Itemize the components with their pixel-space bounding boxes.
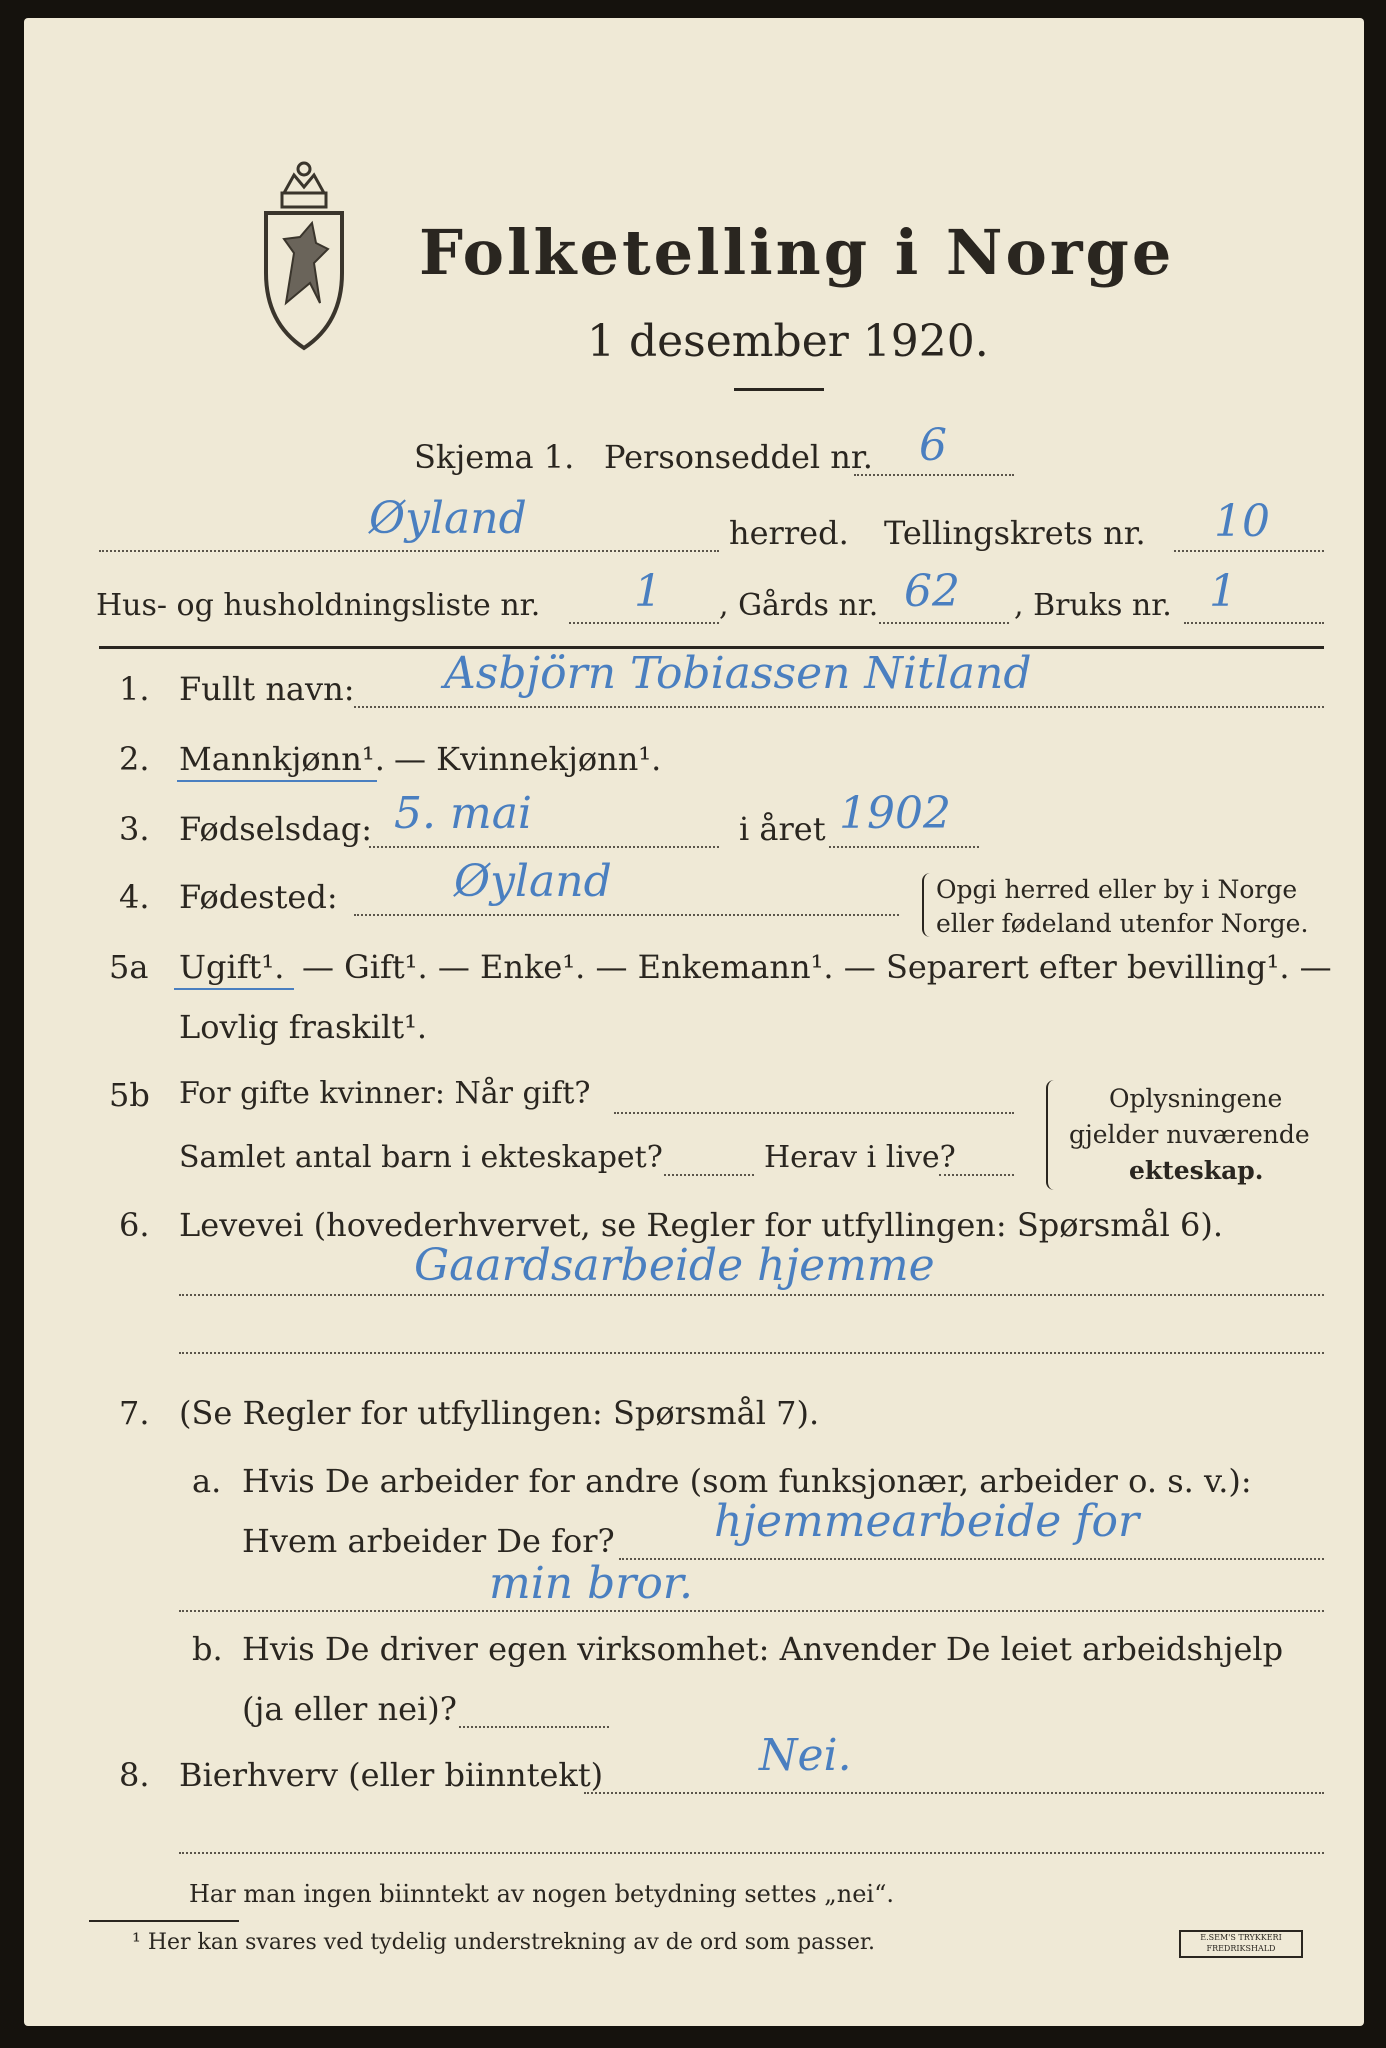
- q7b-line: [459, 1726, 609, 1728]
- form-title: Folketelling i Norge: [419, 216, 1175, 289]
- q3-value: 5. mai: [394, 788, 532, 839]
- q7a-line-2: [179, 1610, 1324, 1612]
- q7b-letter: b.: [192, 1630, 223, 1668]
- herred-label: herred.: [729, 514, 849, 552]
- q7-number: 7.: [119, 1394, 150, 1432]
- q4-brace: [922, 873, 934, 937]
- q5b-note-1: Oplysningene: [1109, 1084, 1283, 1113]
- tellingskrets-label: Tellingskrets nr.: [884, 514, 1146, 552]
- q1-value: Asbjörn Tobiassen Nitland: [444, 648, 1032, 699]
- husliste-label: Hus- og husholdningsliste nr.: [96, 588, 541, 623]
- q5b-alive-line: [939, 1174, 1014, 1176]
- q6-line-1: [179, 1294, 1324, 1296]
- q7-label: (Se Regler for utfyllingen: Spørsmål 7).: [179, 1394, 820, 1432]
- herred-value: Øyland: [369, 493, 527, 544]
- q3-line: [369, 846, 719, 848]
- footnote: ¹ Her kan svares ved tydelig understrekning av de ord som passer.: [132, 1930, 875, 1955]
- q1-label: Fullt navn:: [179, 670, 355, 708]
- q5a-ugift-underline: [174, 988, 294, 990]
- q4-line: [354, 914, 899, 916]
- q8-line-1: [584, 1792, 1324, 1794]
- q2-female: — Kvinnekjønn¹.: [394, 740, 662, 778]
- husliste-line: [569, 622, 719, 624]
- q8-line-2: [179, 1852, 1324, 1854]
- q8-value: Nei.: [759, 1730, 852, 1781]
- q5b-brace: [1046, 1080, 1058, 1190]
- q5a-number: 5a: [109, 948, 149, 986]
- personseddel-label: Personseddel nr.: [604, 438, 873, 476]
- q5a-options: — Gift¹. — Enke¹. — Enkemann¹. — Separert efter bevilling¹. —: [302, 948, 1332, 986]
- q2-male: Mannkjønn¹.: [179, 740, 385, 778]
- census-date: 1 desember 1920.: [587, 316, 989, 367]
- q7a-label-2: Hvem arbeider De for?: [242, 1522, 615, 1560]
- q1-line: [354, 706, 1324, 708]
- husliste-value: 1: [634, 566, 662, 617]
- q4-label: Fødested:: [179, 878, 338, 916]
- q5b-note-2: gjelder nuværende: [1069, 1120, 1310, 1149]
- q6-line-2: [179, 1352, 1324, 1354]
- gards-line: [879, 622, 1009, 624]
- q6-number: 6.: [119, 1206, 150, 1244]
- bruks-value: 1: [1209, 566, 1237, 617]
- q5b-number: 5b: [109, 1076, 150, 1114]
- q1-number: 1.: [119, 670, 150, 708]
- q5b-label-3: Herav i live?: [764, 1140, 956, 1175]
- gards-value: 62: [904, 566, 960, 617]
- census-form: [24, 18, 1364, 2026]
- q6-label: Levevei (hovederhvervet, se Regler for utfyllingen: Spørsmål 6).: [179, 1206, 1224, 1244]
- schema-label: Skjema 1.: [414, 438, 575, 476]
- q8-label: Bierhverv (eller biinntekt): [179, 1756, 604, 1794]
- q3-year-line: [829, 846, 979, 848]
- herred-line: [99, 550, 719, 552]
- q2-male-underline: [177, 780, 377, 782]
- tellingskrets-line: [1174, 550, 1324, 552]
- q7a-value-1: hjemmearbeide for: [714, 1496, 1140, 1547]
- footnote-rule: [89, 1920, 239, 1922]
- q6-value: Gaardsarbeide hjemme: [414, 1240, 935, 1291]
- personseddel-value: 6: [919, 420, 947, 471]
- q3-year-value: 1902: [839, 788, 951, 839]
- coat-of-arms-icon: [254, 153, 354, 353]
- q5b-children-line: [664, 1174, 754, 1176]
- bruks-label: , Bruks nr.: [1014, 588, 1172, 623]
- q7a-label-1: Hvis De arbeider for andre (som funksjonær, arbeider o. s. v.):: [242, 1462, 1252, 1500]
- q7a-letter: a.: [192, 1462, 222, 1500]
- q5a-ugift: Ugift¹.: [179, 948, 285, 986]
- footer-note: Har man ingen biinntekt av nogen betydning settes „nei“.: [189, 1880, 894, 1908]
- q3-label: Fødselsdag:: [179, 810, 373, 848]
- q5b-label-2: Samlet antal barn i ekteskapet?: [179, 1140, 663, 1175]
- tellingskrets-value: 10: [1214, 496, 1270, 547]
- q7a-line-1: [619, 1558, 1324, 1560]
- printer-stamp-line-2: FREDRIKSHALD: [1206, 1944, 1276, 1953]
- q4-note-1: Opgi herred eller by i Norge: [936, 875, 1298, 904]
- q4-note-2: eller fødeland utenfor Norge.: [936, 909, 1309, 938]
- bruks-line: [1184, 622, 1324, 624]
- q5b-note-3: ekteskap.: [1129, 1156, 1264, 1185]
- q7a-value-2: min bror.: [489, 1558, 693, 1609]
- personseddel-line: [854, 474, 1014, 476]
- title-rule: [734, 388, 824, 391]
- printer-stamp-line-1: E.SEM'S TRYKKERI: [1200, 1933, 1282, 1942]
- q3-number: 3.: [119, 810, 150, 848]
- q2-number: 2.: [119, 740, 150, 778]
- q5b-married-line: [614, 1112, 1014, 1114]
- q4-number: 4.: [119, 878, 150, 916]
- q4-value: Øyland: [454, 856, 612, 907]
- q5b-label-1: For gifte kvinner: Når gift?: [179, 1076, 591, 1111]
- printer-stamp: [1179, 1930, 1303, 1958]
- q5a-line2: Lovlig fraskilt¹.: [179, 1008, 428, 1046]
- gards-label: , Gårds nr.: [719, 588, 879, 623]
- q7b-label-2: (ja eller nei)?: [242, 1690, 457, 1728]
- q3-year-label: i året: [739, 810, 826, 848]
- q7b-label-1: Hvis De driver egen virksomhet: Anvender De leiet arbeidshjelp: [242, 1630, 1284, 1668]
- q8-number: 8.: [119, 1756, 150, 1794]
